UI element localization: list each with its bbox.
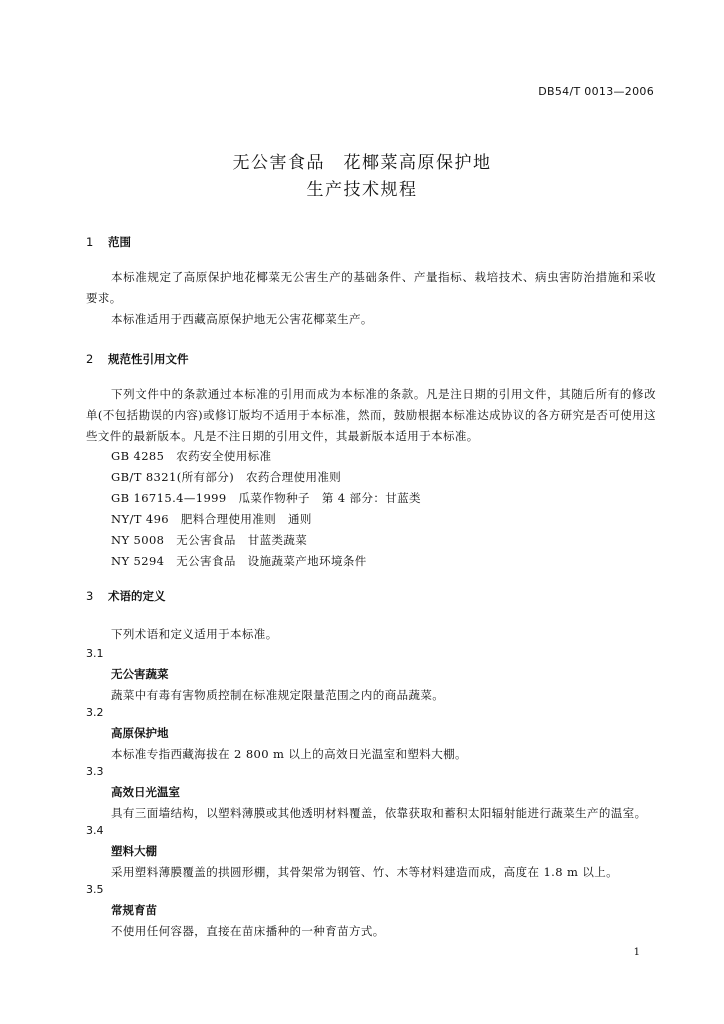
reference-item: NY 5294 无公害食品 设施蔬菜产地环境条件	[111, 554, 367, 568]
section-2-heading	[86, 351, 189, 367]
section-3-heading	[86, 588, 166, 604]
section-1-paragraph-1: 本标准规定了高原保护地花椰菜无公害生产的基础条件、产量指标、栽培技术、病虫害防治措施和采收要求。	[86, 270, 656, 305]
reference-item: NY 5008 无公害食品 甘蓝类蔬菜	[111, 533, 308, 547]
page-number: 1	[633, 947, 640, 958]
term-name: 高原保护地	[111, 726, 169, 740]
section-number: 2	[86, 352, 94, 366]
term-definition: 蔬菜中有毒有害物质控制在标准规定限量范围之内的商品蔬菜。	[111, 688, 445, 702]
section-3-intro: 下列术语和定义适用于本标准。	[111, 627, 278, 641]
section-title: 范围	[108, 235, 131, 249]
term-number: 3.2	[86, 706, 104, 719]
document-title-line-1: 无公害食品 花椰菜高原保护地	[232, 153, 492, 173]
term-definition: 不使用任何容器，直接在苗床播种的一种育苗方式。	[111, 924, 385, 938]
section-title: 规范性引用文件	[108, 352, 189, 366]
term-number: 3.5	[86, 883, 104, 896]
reference-item: NY/T 496 肥料合理使用准则 通则	[111, 512, 312, 526]
term-name: 塑料大棚	[111, 844, 157, 858]
section-number: 1	[86, 235, 94, 249]
document-title-line-2: 生产技术规程	[306, 180, 418, 200]
section-1-paragraph-2: 本标准适用于西藏高原保护地无公害花椰菜生产。	[111, 312, 373, 326]
term-number: 3.1	[86, 647, 104, 660]
section-title: 术语的定义	[108, 589, 166, 603]
term-definition: 具有三面墙结构，以塑料薄膜或其他透明材料覆盖，依靠获取和蓄积太阳辐射能进行蔬菜生产的温室。	[111, 806, 647, 820]
term-name: 常规育苗	[111, 903, 157, 917]
reference-item: GB 16715.4—1999 瓜菜作物种子 第 4 部分：甘蓝类	[111, 491, 421, 505]
term-definition: 本标准专指西藏海拔在 2 800 m 以上的高效日光温室和塑料大棚。	[111, 747, 467, 761]
section-number: 3	[86, 589, 94, 603]
section-2-paragraph: 下列文件中的条款通过本标准的引用而成为本标准的条款。凡是注日期的引用文件，其随后所有的修改单(不包括勘误的内容)或修订版均不适用于本标准，然而，鼓励根据本标准达成协议的各方研究是否可使用这些文件的最新版本。凡是不注日期的引用文件，其最新版本适用于本标准。	[86, 387, 656, 443]
term-definition: 采用塑料薄膜覆盖的拱圆形棚，其骨架常为钢管、竹、木等材料建造而成，高度在 1.8 m 以上。	[111, 865, 619, 879]
term-name: 高效日光温室	[111, 785, 180, 799]
reference-item: GB 4285 农药安全使用标准	[111, 449, 272, 463]
standard-code: DB54/T 0013—2006	[538, 85, 654, 98]
term-name: 无公害蔬菜	[111, 667, 169, 681]
term-number: 3.4	[86, 824, 104, 837]
section-1-heading	[86, 234, 131, 250]
term-number: 3.3	[86, 765, 104, 778]
reference-item: GB/T 8321(所有部分) 农药合理使用准则	[111, 470, 342, 484]
